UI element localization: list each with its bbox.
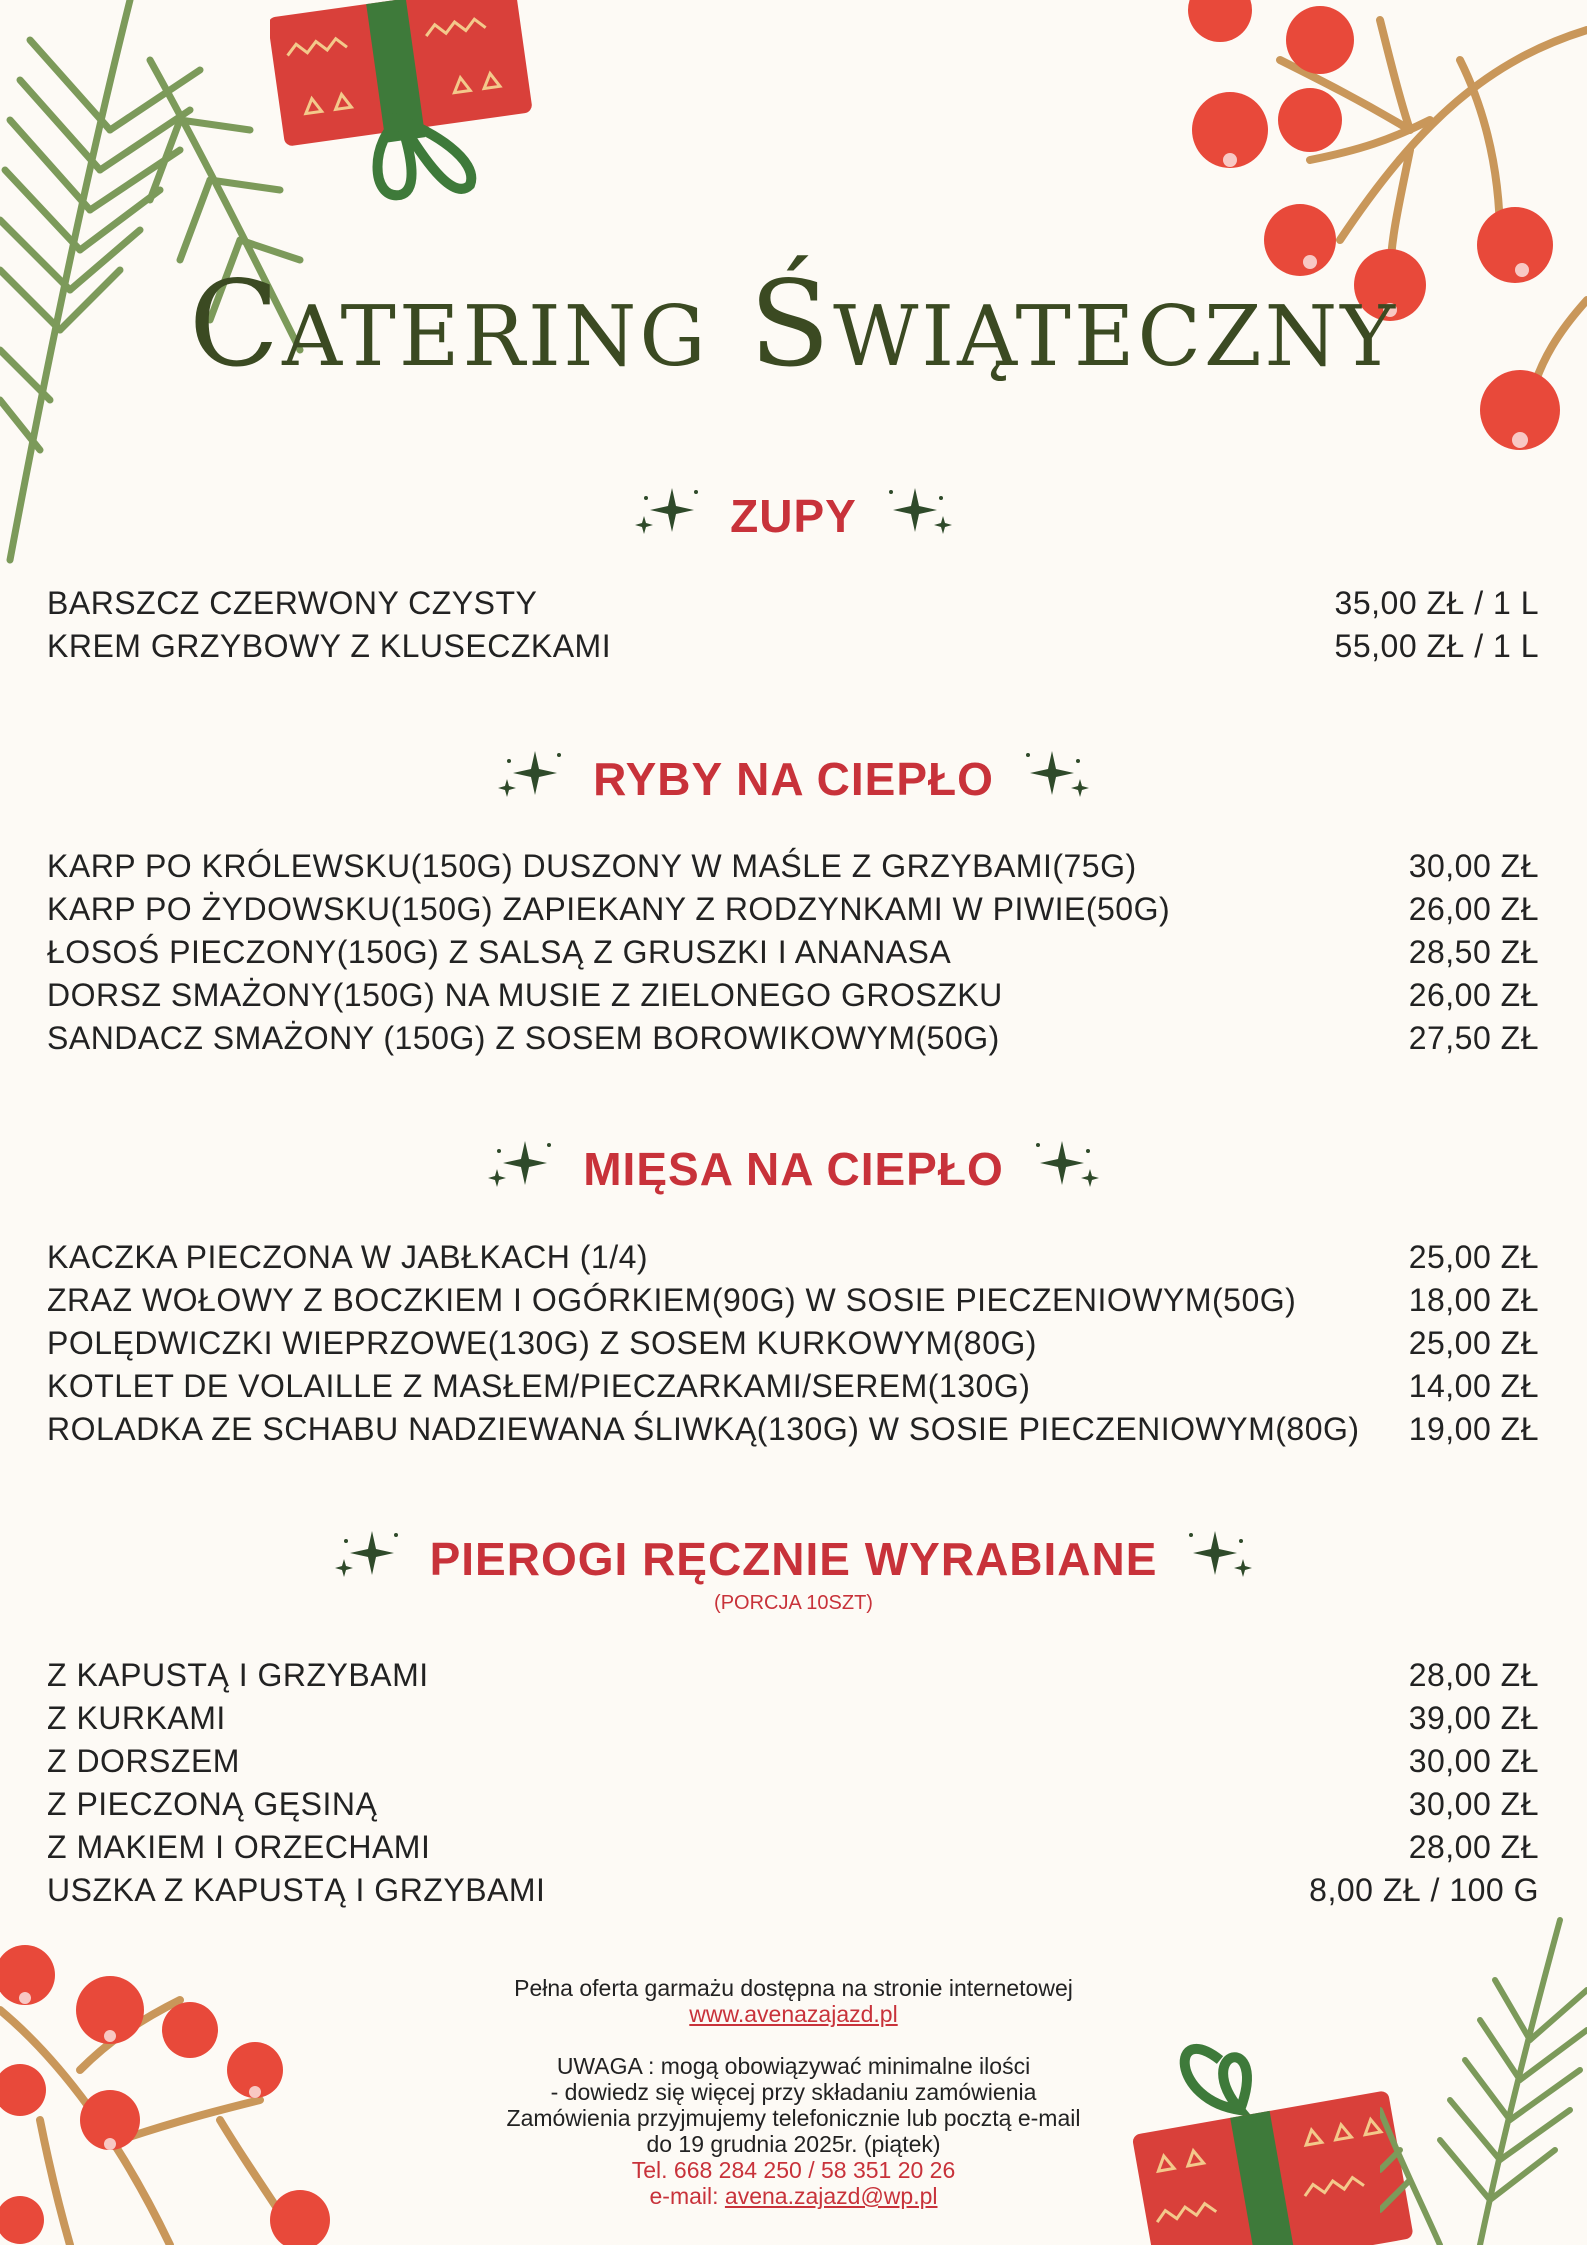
item-price: 14,00 ZŁ [1408, 1368, 1539, 1404]
item-name: Z KAPUSTĄ I GRZYBAMI [47, 1657, 429, 1693]
orders-text: Zamówienia przyjmujemy telefonicznie lub pocztą e-mail [506, 2105, 1081, 2131]
item-price: 26,00 ZŁ [1408, 977, 1539, 1013]
sparkle-icon [332, 1525, 402, 1592]
portion-note: (PORCJA 10SZT) [714, 1592, 873, 1614]
menu-item [47, 848, 1539, 891]
email-label: e-mail: [649, 2183, 725, 2209]
item-price: 55,00 ZŁ / 1 L [1334, 628, 1539, 664]
item-price: 30,00 ZŁ [1408, 848, 1539, 884]
item-price: 26,00 ZŁ [1408, 891, 1539, 927]
item-price: 8,00 ZŁ / 100 G [1309, 1872, 1539, 1908]
sparkle-icon [632, 482, 702, 549]
item-name: KREM GRZYBOWY Z KLUSECZKAMI [47, 628, 612, 664]
notice-text: UWAGA : mogą obowiązywać minimalne ilości [556, 2053, 1031, 2079]
menu-item [47, 1743, 1539, 1786]
item-price: 30,00 ZŁ [1408, 1743, 1539, 1779]
menu-item [47, 1829, 1539, 1872]
item-name: KACZKA PIECZONA W JABŁKACH (1/4) [47, 1239, 649, 1275]
item-price: 25,00 ZŁ [1408, 1239, 1539, 1275]
sparkle-icon [1185, 1525, 1255, 1592]
item-name: ROLADKA ZE SCHABU NADZIEWANA ŚLIWKĄ(130G) W SOSIE PIECZENIOWYM(80G) [47, 1411, 1360, 1447]
menu-item [47, 1872, 1539, 1915]
section-label: ZUPY [730, 489, 857, 542]
menu-item [47, 1239, 1539, 1282]
sparkle-icon [885, 482, 955, 549]
item-name: Z PIECZONĄ GĘSINĄ [47, 1786, 378, 1822]
section-heading-zupy [0, 482, 1587, 549]
sparkle-icon [495, 745, 565, 812]
sparkle-icon [1022, 745, 1092, 812]
menu-item [47, 977, 1539, 1020]
section-heading-pierogi [0, 1525, 1587, 1592]
section-label: PIEROGI RĘCZNIE WYRABIANE [429, 1532, 1158, 1585]
item-price: 25,00 ZŁ [1408, 1325, 1539, 1361]
item-price: 28,50 ZŁ [1408, 934, 1539, 970]
menu-item [47, 1368, 1539, 1411]
item-price: 28,00 ZŁ [1408, 1829, 1539, 1865]
item-name: USZKA Z KAPUSTĄ I GRZYBAMI [47, 1872, 546, 1908]
item-price: 35,00 ZŁ / 1 L [1334, 585, 1539, 621]
item-price: 28,00 ZŁ [1408, 1657, 1539, 1693]
menu-list-pierogi [47, 1657, 1539, 1915]
notice-text-2: - dowiedz się więcej przy składaniu zamówienia [550, 2079, 1037, 2105]
menu-list-zupy [47, 585, 1539, 671]
menu-item [47, 1411, 1539, 1454]
menu-item [47, 585, 1539, 628]
footer [0, 1975, 1587, 2209]
item-price: 30,00 ZŁ [1408, 1786, 1539, 1822]
menu-item [47, 1786, 1539, 1829]
section-heading-ryby [0, 745, 1587, 812]
item-name: KOTLET DE VOLAILLE Z MASŁEM/PIECZARKAMI/SEREM(130G) [47, 1368, 1031, 1404]
menu-item [47, 1700, 1539, 1743]
item-name: KARP PO ŻYDOWSKU(150G) ZAPIEKANY Z RODZYNKAMI W PIWIE(50G) [47, 891, 1171, 927]
page-title: Catering Świąteczny [188, 255, 1399, 393]
menu-item [47, 934, 1539, 977]
menu-item [47, 1325, 1539, 1368]
menu-item [47, 1282, 1539, 1325]
item-name: Z MAKIEM I ORZECHAMI [47, 1829, 431, 1865]
menu-item [47, 891, 1539, 934]
item-name: BARSZCZ CZERWONY CZYSTY [47, 585, 538, 621]
item-name: Z KURKAMI [47, 1700, 226, 1736]
phone-text: Tel. 668 284 250 / 58 351 20 26 [631, 2157, 956, 2183]
item-price: 27,50 ZŁ [1408, 1020, 1539, 1056]
sparkle-icon [1032, 1135, 1102, 1202]
item-name: DORSZ SMAŻONY(150G) NA MUSIE Z ZIELONEGO GROSZKU [47, 977, 1003, 1013]
menu-list-ryby [47, 848, 1539, 1063]
menu-list-miesa [47, 1239, 1539, 1454]
section-label: MIĘSA NA CIEPŁO [583, 1142, 1004, 1195]
menu-item [47, 1657, 1539, 1700]
website-link[interactable]: www.avenazajazd.pl [689, 2001, 898, 2027]
item-price: 39,00 ZŁ [1408, 1700, 1539, 1736]
section-heading-miesa [0, 1135, 1587, 1202]
item-name: ZRAZ WOŁOWY Z BOCZKIEM I OGÓRKIEM(90G) W SOSIE PIECZENIOWYM(50G) [47, 1282, 1297, 1318]
menu-item [47, 628, 1539, 671]
item-price: 19,00 ZŁ [1408, 1411, 1539, 1447]
item-name: Z DORSZEM [47, 1743, 240, 1779]
gift-box-top-icon [270, 0, 540, 210]
section-label: RYBY NA CIEPŁO [593, 752, 994, 805]
item-name: POLĘDWICZKI WIEPRZOWE(130G) Z SOSEM KURKOWYM(80G) [47, 1325, 1037, 1361]
email-link[interactable]: avena.zajazd@wp.pl [724, 2183, 938, 2209]
offer-text: Pełna oferta garmażu dostępna na stronie internetowej [514, 1975, 1073, 2001]
item-name: KARP PO KRÓLEWSKU(150G) DUSZONY W MAŚLE Z GRZYBAMI(75G) [47, 848, 1137, 884]
item-name: ŁOSOŚ PIECZONY(150G) Z SALSĄ Z GRUSZKI I ANANASA [47, 934, 952, 970]
berries-top-right-icon [1160, 0, 1587, 470]
sparkle-icon [485, 1135, 555, 1202]
item-name: SANDACZ SMAŻONY (150G) Z SOSEM BOROWIKOWYM(50G) [47, 1020, 1000, 1056]
deadline-text: do 19 grudnia 2025r. (piątek) [646, 2131, 941, 2157]
item-price: 18,00 ZŁ [1408, 1282, 1539, 1318]
menu-item [47, 1020, 1539, 1063]
